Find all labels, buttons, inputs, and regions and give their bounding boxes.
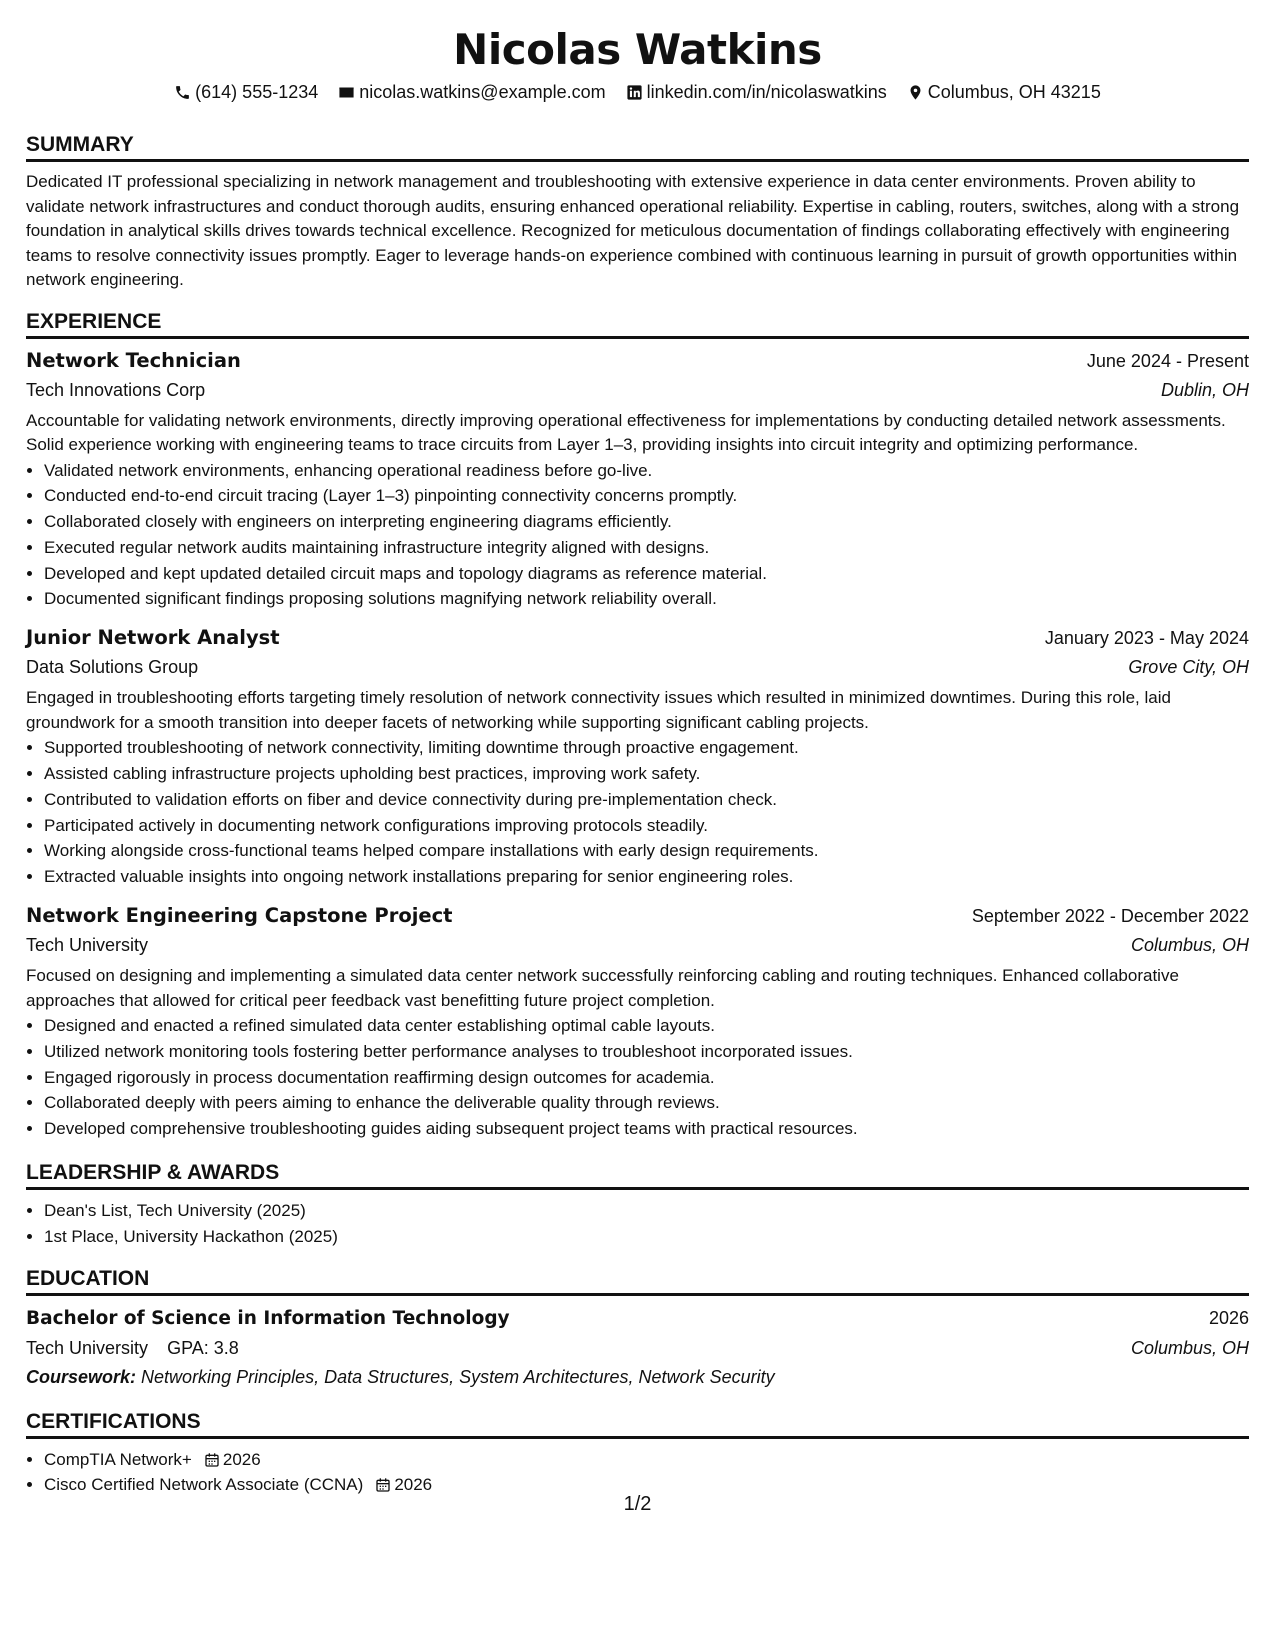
section-title-certifications: CERTIFICATIONS [26, 1409, 1249, 1439]
list-item [44, 1447, 1249, 1473]
job-description: Engaged in troubleshooting efforts targeting timely resolution of network connectivity issues which resulted in minimized downtimes. During this role, laid groundwork for a smooth transition into deeper facets of networking while supporting significant cabling projects. [26, 688, 1171, 732]
experience-entry [26, 624, 1249, 890]
calendar-icon [204, 1452, 220, 1468]
list-item: • Executed regular network audits maintaining infrastructure integrity aligned with designs. [44, 535, 1249, 561]
gpa-value: GPA: 3.8 [167, 1337, 239, 1358]
candidate-name: Nicolas Watkins [453, 25, 822, 74]
phone-text: (614) 555-1234 [195, 82, 319, 102]
list-item: • Documented significant findings proposing solutions magnifying network reliability overall. [44, 586, 1249, 612]
list-item: • Utilized network monitoring tools fostering better performance analyses to troubleshoot incorporated issues. [44, 1039, 1249, 1065]
list-item: • Collaborated deeply with peers aiming to enhance the deliverable quality through reviews. [44, 1090, 1249, 1116]
job-title: Network Engineering Capstone Project [26, 904, 453, 928]
section-title-experience: EXPERIENCE [26, 309, 1249, 339]
calendar-icon [375, 1477, 391, 1493]
experience-entry [26, 347, 1249, 613]
list-item: • Engaged rigorously in process documentation reaffirming design outcomes for academia. [44, 1065, 1249, 1091]
contact-phone [174, 80, 318, 104]
job-description: Accountable for validating network environments, directly improving operational effectiveness for implementations by conducting detailed network assessments. Solid experience working with engineering teams to trace circuits from Layer 1–3, providing insights into circuit integrity and optimizing performance. [26, 410, 1226, 454]
coursework-line [26, 1363, 1249, 1391]
list-item: • Dean's List, Tech University (2025) [44, 1198, 1249, 1224]
summary-text: Dedicated IT professional specializing in network management and troubleshooting with extensive experience in data center environments. Proven ability to validate network infrastructures and conduct thorough audits, ensuring enhanced operational reliability. Expertise in cabling, routers, switches, along with a strong foundation in analytical skills drives towards technical excellence. Recognized for meticulous documentation of findings collaborating effectively with engineering teams to resolve connectivity issues promptly. Eager to leverage hands-on experience combined with continuous learning in pursuit of growth opportunities within network engineering. [26, 172, 1240, 289]
list-item: • Conducted end-to-end circuit tracing (Layer 1–3) pinpointing connectivity concerns promptly. [44, 483, 1249, 509]
job-title: Network Technician [26, 348, 241, 372]
job-company: Data Solutions Group [26, 657, 199, 678]
job-location: Dublin, OH [1160, 379, 1249, 400]
job-company: Tech Innovations Corp [26, 379, 206, 400]
job-bullets [26, 735, 1249, 890]
section-title-education: EDUCATION [26, 1266, 1249, 1296]
experience-section [26, 309, 1249, 1143]
degree-year: 2026 [1208, 1307, 1249, 1328]
cert-year: 2026 [222, 1449, 261, 1469]
contact-email[interactable] [338, 80, 605, 104]
list-item: • Supported troubleshooting of network connectivity, limiting downtime through proactive engagement. [44, 735, 1249, 761]
contact-linkedin[interactable] [626, 80, 887, 104]
certifications-list [26, 1447, 1249, 1499]
list-item: • Participated actively in documenting network configurations improving protocols steadily. [44, 813, 1249, 839]
cert-name: • CompTIA Network+ [44, 1449, 192, 1469]
cert-year: 2026 [394, 1475, 433, 1495]
section-title-leadership: LEADERSHIP & AWARDS [26, 1160, 1249, 1190]
resume-page [26, 0, 1249, 1498]
summary-section [26, 132, 1249, 293]
degree-title: Bachelor of Science in Information Technology [26, 1307, 510, 1329]
page-number: 1/2 [623, 1493, 652, 1515]
experience-entry [26, 902, 1249, 1142]
education-section [26, 1266, 1249, 1391]
leadership-list [26, 1198, 1249, 1250]
contact-bar [26, 80, 1249, 104]
job-company: Tech University [26, 935, 149, 956]
linkedin-icon [626, 84, 643, 101]
list-item: • Developed comprehensive troubleshooting guides aiding subsequent project teams with practical resources. [44, 1116, 1249, 1142]
map-pin-icon [907, 84, 924, 101]
list-item: • Designed and enacted a refined simulated data center establishing optimal cable layouts. [44, 1013, 1249, 1039]
list-item: • 1st Place, University Hackathon (2025) [44, 1224, 1249, 1250]
coursework-text: Networking Principles, Data Structures, System Architectures, Network Security [141, 1366, 775, 1387]
list-item: • Assisted cabling infrastructure projects upholding best practices, improving work safety. [44, 761, 1249, 787]
phone-icon [174, 84, 191, 101]
list-item: • Working alongside cross-functional teams helped compare installations with early design requirements. [44, 838, 1249, 864]
job-location: Columbus, OH [1130, 935, 1249, 956]
list-item: • Developed and kept updated detailed circuit maps and topology diagrams as reference material. [44, 561, 1249, 587]
job-location: Grove City, OH [1128, 657, 1249, 678]
job-date: September 2022 - December 2022 [971, 906, 1249, 927]
job-title: Junior Network Analyst [26, 626, 280, 650]
cert-name: • Cisco Certified Network Associate (CCNA) [44, 1475, 364, 1495]
school-name: Tech University [26, 1337, 149, 1358]
certifications-section [26, 1409, 1249, 1499]
job-date: June 2024 - Present [1086, 350, 1249, 371]
job-date: January 2023 - May 2024 [1044, 628, 1249, 649]
envelope-icon [338, 84, 355, 101]
job-bullets [26, 1013, 1249, 1142]
list-item: • Contributed to validation efforts on fiber and device connectivity during pre-implementation check. [44, 787, 1249, 813]
list-item: • Extracted valuable insights into ongoing network installations preparing for senior engineering roles. [44, 864, 1249, 890]
job-description: Focused on designing and implementing a simulated data center network successfully reinforcing cabling and routing techniques. Enhanced collaborative approaches that allowed for critical peer feedback vast benefitting future project completion. [26, 966, 1179, 1010]
list-item: • Validated network environments, enhancing operational readiness before go-live. [44, 458, 1249, 484]
coursework-label: Coursework: [26, 1366, 137, 1387]
location-text: Columbus, OH 43215 [927, 82, 1101, 102]
linkedin-text[interactable]: linkedin.com/in/nicolaswatkins [646, 82, 887, 102]
section-title-summary: SUMMARY [26, 132, 1249, 162]
leadership-section [26, 1160, 1249, 1250]
contact-location [907, 80, 1101, 104]
school-location: Columbus, OH [1130, 1337, 1249, 1358]
email-text[interactable]: nicolas.watkins@example.com [359, 82, 606, 102]
job-bullets [26, 458, 1249, 613]
list-item: • Collaborated closely with engineers on interpreting engineering diagrams efficiently. [44, 509, 1249, 535]
